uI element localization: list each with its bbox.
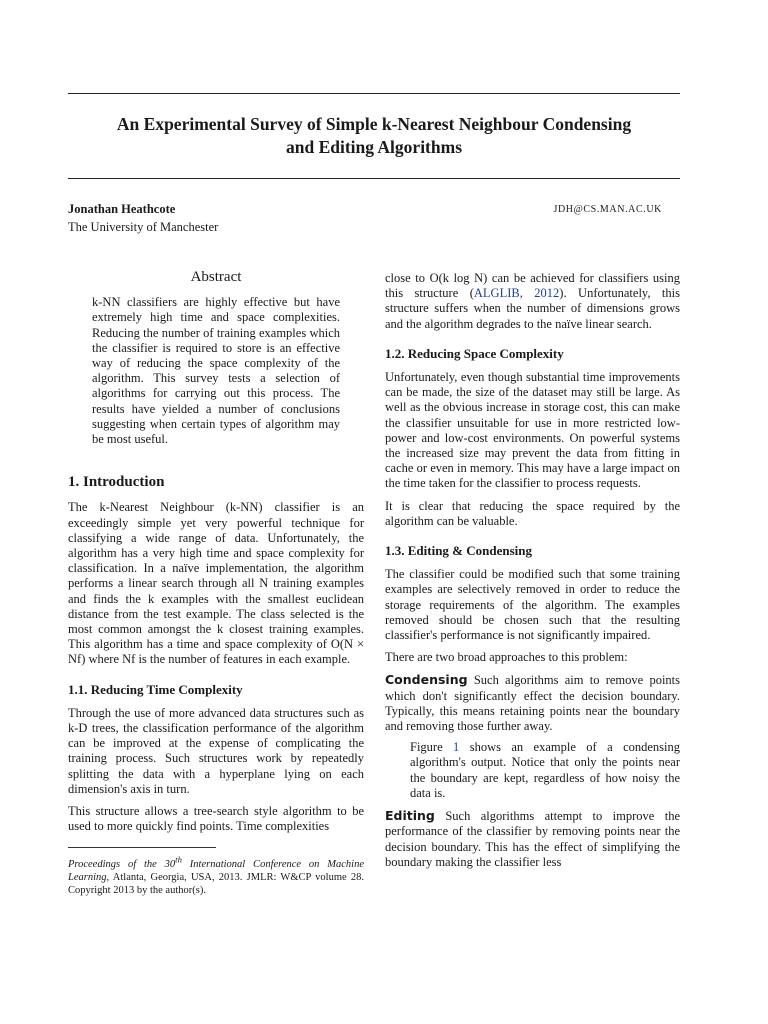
footnote-sup: th (175, 854, 182, 865)
footnote-part-a: Proceedings of the 30 (68, 859, 176, 870)
editing-body: Such algorithms attempt to improve the performance of the classifier by removing points near the decision boundary. This has the effect of simplifying the boundary making the classifier less (385, 809, 681, 869)
section-1-1-para-3 (385, 271, 680, 332)
title-rule-top (68, 93, 680, 94)
abstract-body: k-NN classifiers are highly effective but have extremely high time and space complexities. Reducing the number of training examples which the classifier is required to store is an effective way of reducing the space complexity of the algorithm. This survey tests a selection of algorithms for carrying out this process. The results have yielded a number of conclusions suggesting when certain types of algorithm may be most useful. (92, 295, 340, 447)
author-affiliation: The University of Manchester (68, 220, 219, 234)
author-block (68, 202, 680, 235)
section-1-3-para-2: There are two broad approaches to this problem: (385, 650, 628, 665)
footnote-part-b: International Conference on Machine Learning (68, 859, 365, 883)
section-1-1-heading: 1.1. Reducing Time Complexity (68, 681, 243, 697)
paper-title (68, 113, 680, 159)
editing-term: Editing (385, 808, 435, 824)
footnote-part-c: , Atlanta, Georgia, USA, 2013. JMLR: W&CP volume 28. Copyright 2013 by the author(s). (68, 872, 364, 896)
section-1-3-heading: 1.3. Editing & Condensing (385, 543, 533, 559)
condensing-term: Condensing (385, 672, 468, 688)
condensing-fig-b: shows an example of a condensing algorithm's output. Notice that only the points near the boundary are kept, regardless of how noisy the data is. (410, 740, 680, 800)
editing-item (385, 808, 680, 870)
figure-1-ref[interactable]: 1 (453, 740, 460, 755)
condensing-item (385, 672, 680, 801)
section-1-1-para-1: Through the use of more advanced data structures such as k-D trees, the classification performance of the algorithm can be improved at the expense of complicating the training process. Such structures work by repeatedly splitting the data with a hyperplane lying on each dimension's axis in turn. (68, 705, 364, 796)
section-1-1-para-3-b: ). Unfortunately, this structure suffers when the number of dimensions grows and the algorithm degrades to the naïve linear search. (385, 286, 680, 331)
footnote-rule (68, 847, 216, 848)
title-line-2: and Editing Algorithms (285, 137, 463, 157)
title-line-1: An Experimental Survey of Simple k-Nearest Neighbour Condensing (116, 114, 632, 134)
section-intro-heading: 1. Introduction (68, 474, 165, 491)
citation-alglib[interactable]: ALGLIB, 2012 (473, 286, 560, 301)
left-column (68, 270, 364, 897)
condensing-figure-note (385, 740, 680, 801)
right-column (385, 271, 680, 876)
section-intro-body: The k-Nearest Neighbour (k-NN) classifier is an exceedingly simple yet very powerful technique for classifying a wide range of data. Unfortunately, the algorithm has a very high time and space complexity for classification. In a naïve implementation, the algorithm performs a linear search through all N training examples and finds the k examples with the smallest euclidean distance from the test example. The class selected is the most common amongst the k closest training examples. This algorithm has a time and space complexity of O(N × Nf) where Nf is the number of features in each example. (68, 500, 364, 667)
section-1-2-para-1: Unfortunately, even though substantial time improvements can be made, the size of the dataset may still be large. As well as the obvious increase in storage cost, this can make the classifier unsuitable for use in more restricted low-power and low-cost environments. On powerful systems the increased size may prevent the data from fitting in cache or even in memory. This may have a large impact on the time taken for the classifier to process requests. (385, 370, 680, 491)
condensing-fig-a: Figure (410, 740, 454, 755)
author-name: Jonathan Heathcote (68, 202, 176, 216)
title-rule-bottom (68, 178, 680, 179)
footnote (68, 854, 364, 898)
section-1-1-para-2: This structure allows a tree-search style algorithm to be used to more quickly find points. Time complexities (68, 804, 364, 834)
section-1-2-heading: 1.2. Reducing Space Complexity (385, 345, 564, 361)
section-1-3-para-1: The classifier could be modified such that some training examples are selectively removed in order to reduce the storage requirements of the algorithm. The examples removed should be chosen such that the resulting classifier's performance is not significantly impaired. (385, 567, 680, 643)
section-1-2-para-2: It is clear that reducing the space required by the algorithm can be valuable. (385, 498, 680, 528)
condensing-body: Such algorithms aim to remove points which don't significantly effect the decision boundary. Typically, this means retaining points near the boundary and removing those further away. (385, 673, 680, 734)
abstract-heading: Abstract (190, 269, 242, 285)
section-1-1-para-3-a: close to O(k log N) can be achieved for classifiers using this structure ( (385, 271, 680, 301)
author-email: JDH@CS.MAN.AC.UK (553, 204, 662, 215)
